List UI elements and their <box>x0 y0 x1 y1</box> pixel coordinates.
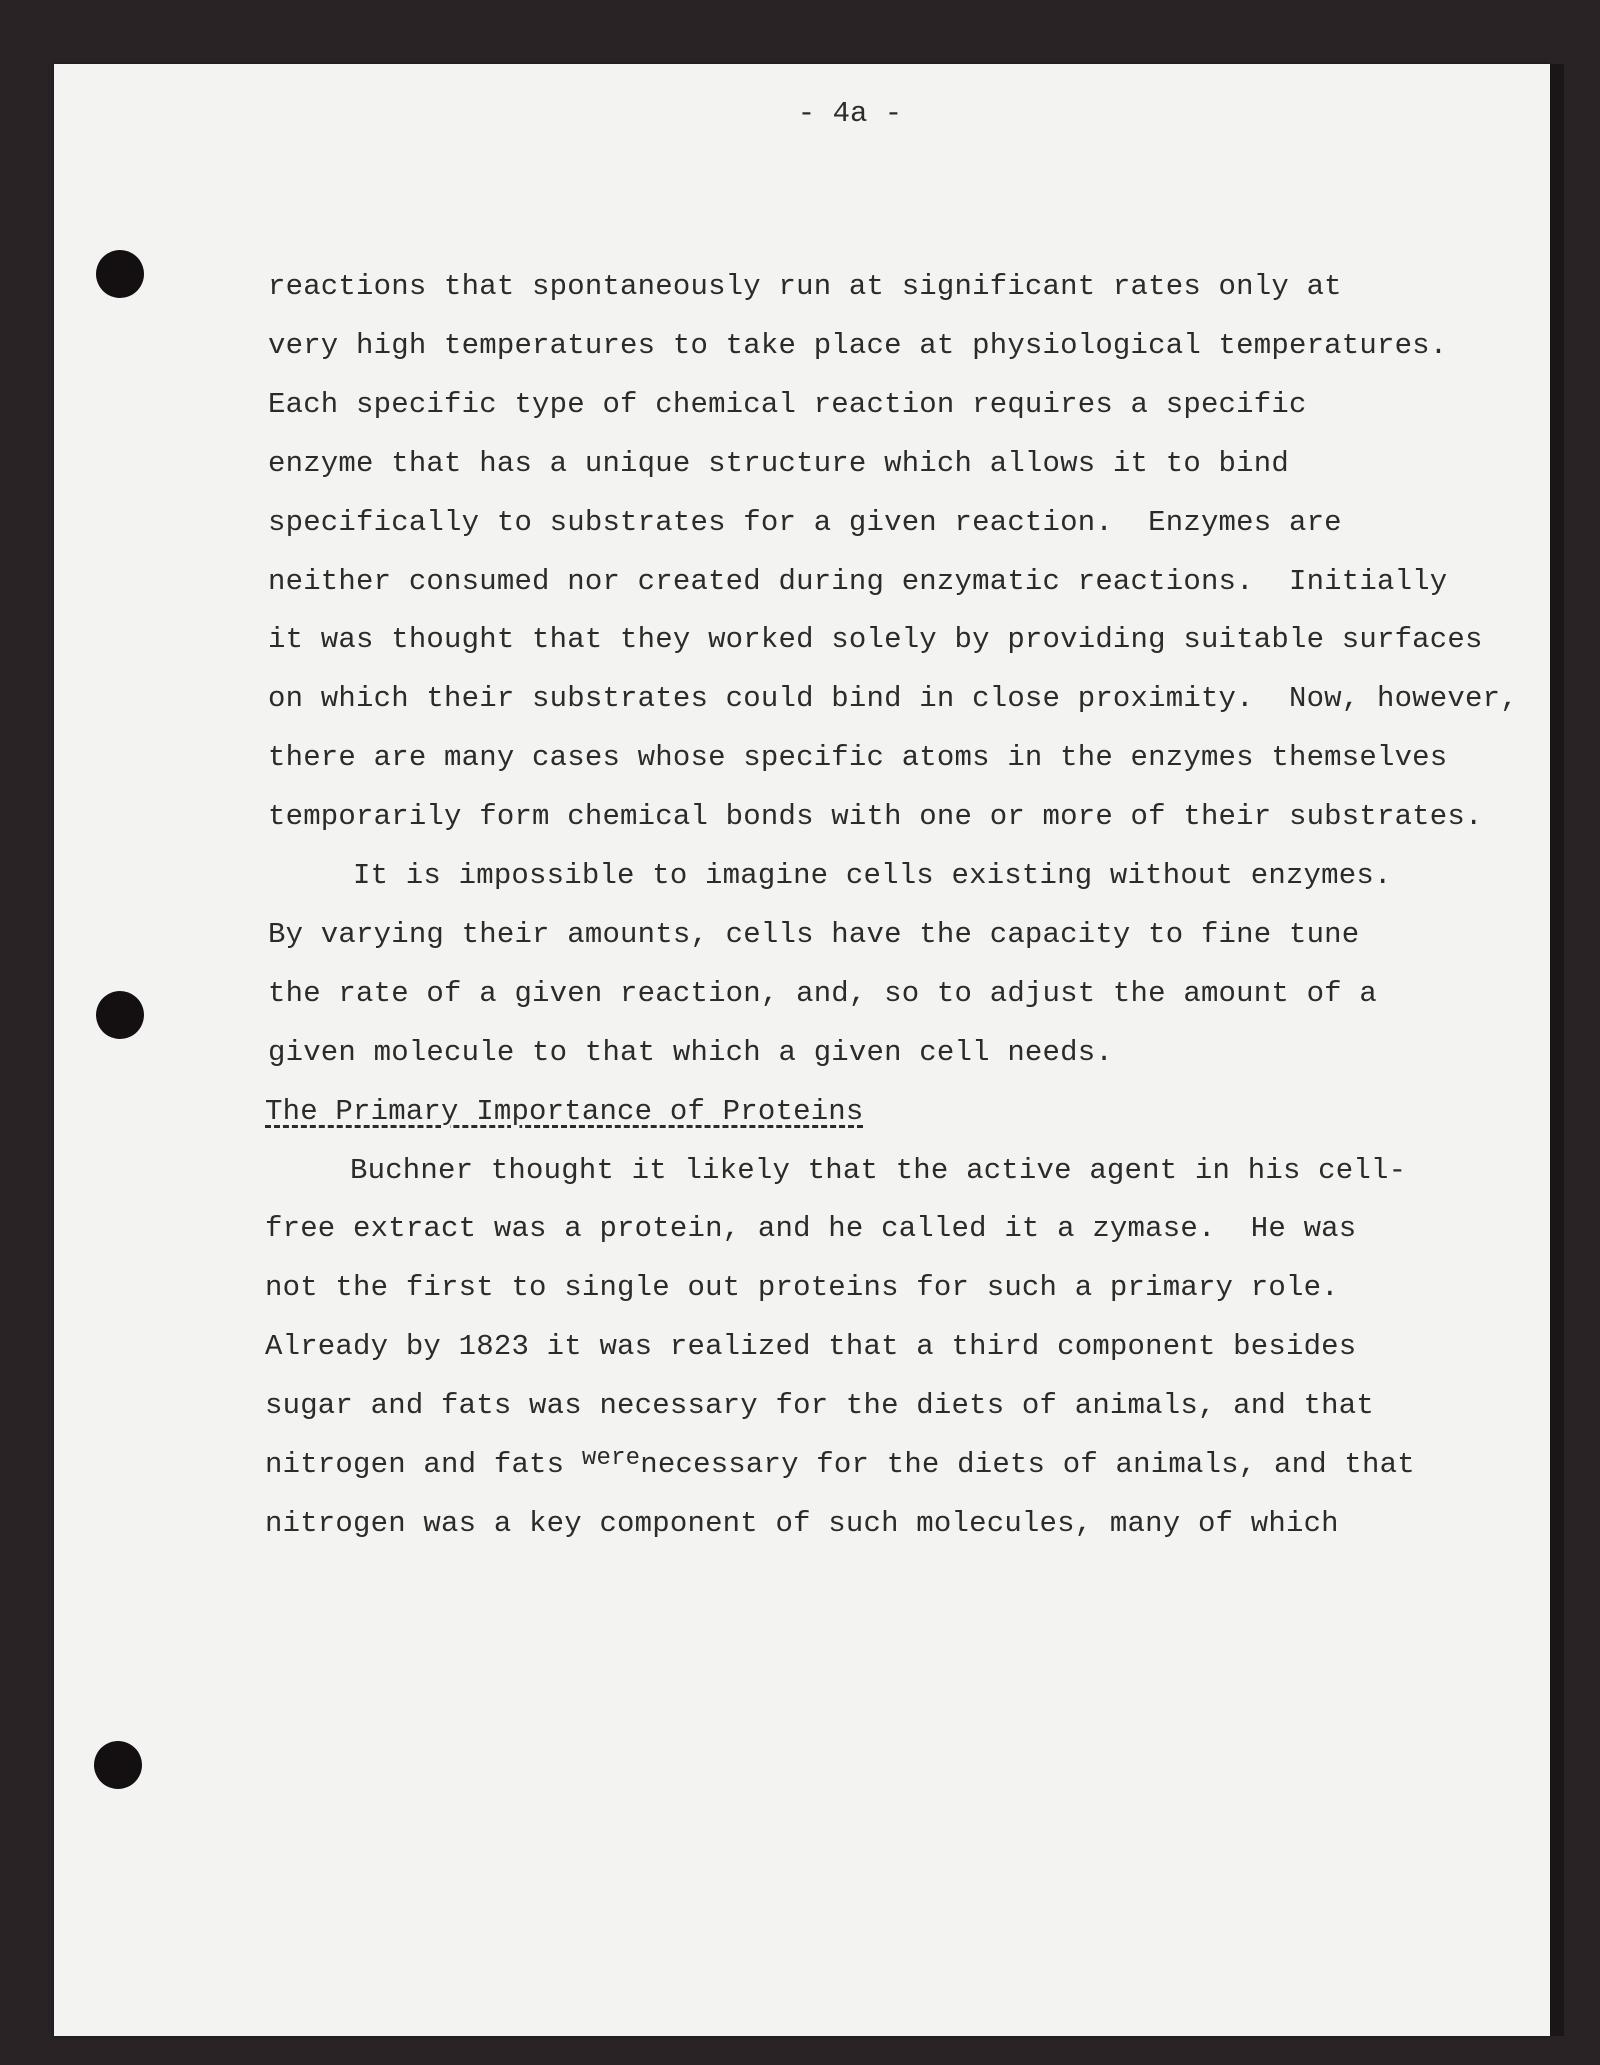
text-line: temporarily form chemical bonds with one or more of their substrates. <box>268 800 1483 834</box>
page-number: - 4a - <box>797 97 903 130</box>
punch-hole <box>96 991 144 1039</box>
text-line: very high temperatures to take place at physiological temperatures. <box>268 328 1448 362</box>
text-segment: nitrogen and fats <box>265 1448 582 1481</box>
text-line: By varying their amounts, cells have the capacity to fine tune <box>268 917 1360 951</box>
punch-hole <box>96 250 144 298</box>
text-line: Already by 1823 it was realized that a third component besides <box>265 1330 1357 1364</box>
text-line: neither consumed nor created during enzymatic reactions. Initially <box>268 564 1448 598</box>
text-line: specifically to substrates for a given reaction. Enzymes are <box>268 505 1342 539</box>
text-line: on which their substrates could bind in close proximity. Now, however, <box>268 682 1518 716</box>
text-line: given molecule to that which a given cell needs. <box>268 1035 1113 1069</box>
text-line: sugar and fats was necessary for the diets of animals, and that <box>265 1389 1374 1423</box>
text-segment: necessary for the diets of animals, and that <box>640 1448 1415 1481</box>
page-edge <box>1550 64 1564 2036</box>
text-line: there are many cases whose specific atoms in the enzymes themselves <box>268 741 1448 775</box>
section-heading: The Primary Importance of Proteins <box>265 1094 864 1128</box>
text-line: enzyme that has a unique structure which allows it to bind <box>268 446 1289 480</box>
text-line: free extract was a protein, and he called it a zymase. He was <box>265 1212 1357 1246</box>
text-line: nitrogen was a key component of such molecules, many of which <box>265 1506 1339 1540</box>
text-line: not the first to single out proteins for such a primary role. <box>265 1271 1339 1305</box>
text-line: Buchner thought it likely that the active agent in his cell- <box>350 1153 1407 1187</box>
inserted-word: were <box>581 1445 641 1472</box>
text-line: the rate of a given reaction, and, so to adjust the amount of a <box>268 976 1377 1010</box>
text-line: it was thought that they worked solely by providing suitable surfaces <box>268 623 1483 657</box>
text-line: It is impossible to imagine cells existing without enzymes. <box>353 859 1392 892</box>
text-line <box>265 1445 1415 1481</box>
text-line: Each specific type of chemical reaction requires a specific <box>268 387 1307 421</box>
text-line: reactions that spontaneously run at significant rates only at <box>268 270 1342 303</box>
punch-hole <box>94 1741 142 1789</box>
